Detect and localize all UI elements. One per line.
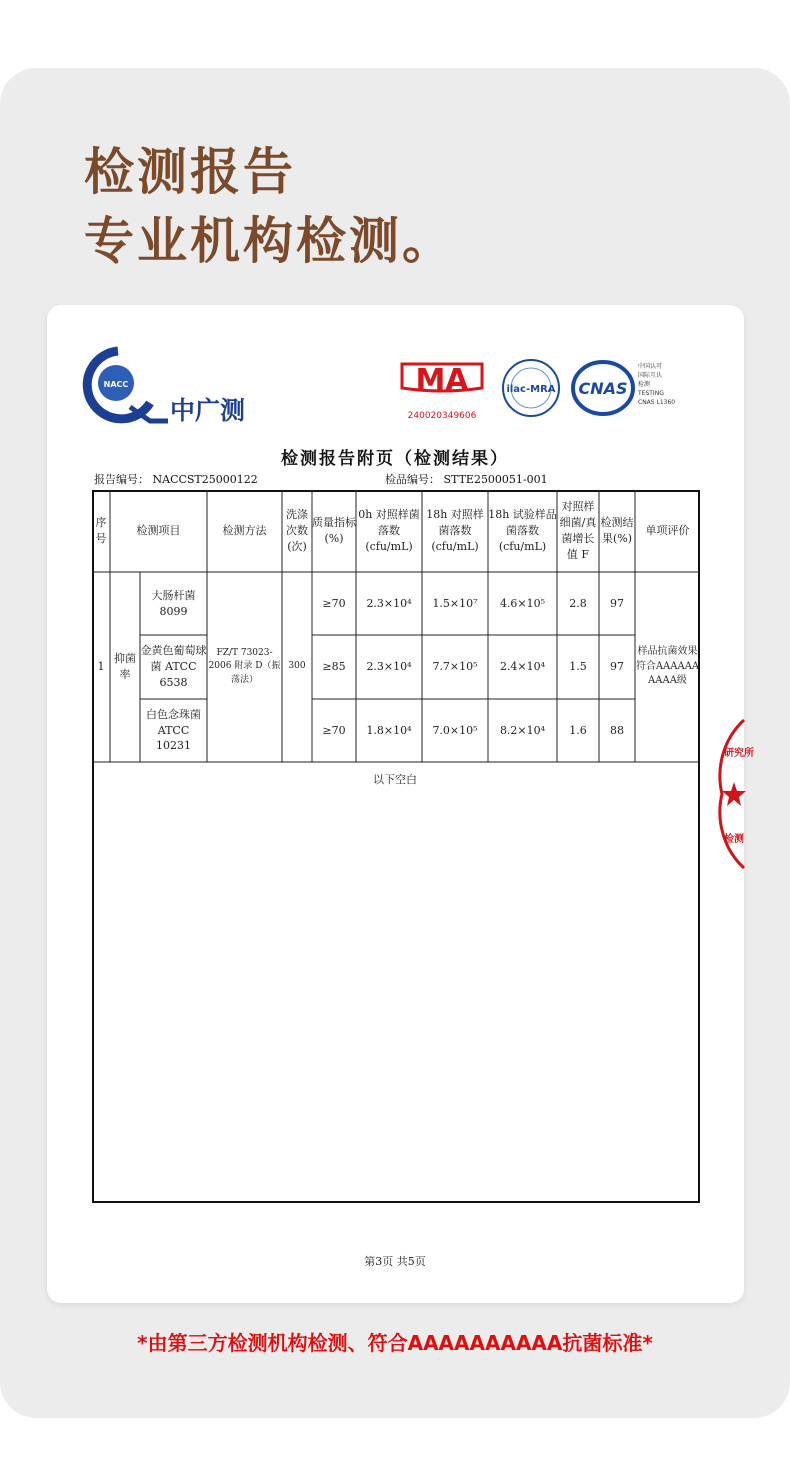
header-result: 检测结果(%) xyxy=(600,516,634,545)
washes-cell: 300 xyxy=(288,661,306,672)
header-h0: 0h 对照样菌落数(cfu/mL) xyxy=(358,508,420,553)
row-index: ≥70 xyxy=(322,723,346,737)
certification-marks xyxy=(398,358,683,424)
row-h18t: 8.2×10⁴ xyxy=(499,723,546,737)
row-h0: 2.3×10⁴ xyxy=(366,596,412,610)
row-index: ≥70 xyxy=(322,596,346,610)
logo-badge: NACC xyxy=(103,380,129,389)
headline-subtitle: 专业机构检测。 xyxy=(84,212,455,270)
row-h0: 2.3×10⁴ xyxy=(366,660,412,674)
header-h18t: 18h 试验样品菌落数(cfu/mL) xyxy=(488,508,557,553)
ma-number: 240020349606 xyxy=(407,411,477,421)
header-method: 检测方法 xyxy=(222,524,267,538)
row-f: 1.5 xyxy=(569,660,587,674)
row-h18c: 1.5×10⁷ xyxy=(432,596,478,610)
nacc-logo xyxy=(78,343,283,428)
ma-mark xyxy=(402,363,482,421)
page-number: 第3页 共5页 xyxy=(364,1255,426,1268)
report-number: 报告编号： NACCST25000122 xyxy=(94,473,258,486)
row-result: 97 xyxy=(610,596,624,610)
header-h18c: 18h 对照样菌落数(cfu/mL) xyxy=(426,508,484,553)
category-cell: 抑菌率 xyxy=(114,652,136,681)
row-result: 97 xyxy=(610,660,624,674)
stamp-text-bottom: 检测 xyxy=(724,834,744,845)
sample-number: 检品编号： STTE2500051-001 xyxy=(385,473,548,486)
row-h0: 1.8×10⁴ xyxy=(366,723,412,737)
row-result: 88 xyxy=(610,723,624,737)
stamp-text-top: 研究所 xyxy=(724,748,754,759)
header-seq: 序号 xyxy=(95,516,107,545)
row-h18c: 7.7×10⁵ xyxy=(432,660,478,674)
ilac-label: ilac-MRA xyxy=(506,384,556,395)
cnas-caption: 中国认可国际互认检测 TESTING CNAS L1360 xyxy=(638,363,676,406)
header-washes: 洗涤次数(次) xyxy=(286,508,308,553)
method-cell: FZ/T 73023-2006 附录 D（振荡法） xyxy=(208,648,281,685)
seq-cell: 1 xyxy=(97,660,105,674)
cnas-mark xyxy=(573,362,675,414)
header-item: 检测项目 xyxy=(136,524,181,538)
header-evaluation: 单项评价 xyxy=(645,524,690,538)
row-item: 金黄色葡萄球菌 ATCC 6538 xyxy=(140,644,207,689)
row-h18c: 7.0×10⁵ xyxy=(432,723,478,737)
row-f: 2.8 xyxy=(569,596,587,610)
row-item: 白色念珠菌 ATCC 10231 xyxy=(146,707,201,753)
header-index: 质量指标(%) xyxy=(312,516,356,545)
ilac-mark xyxy=(503,360,559,416)
row-index: ≥85 xyxy=(322,660,346,674)
ma-label: MA xyxy=(415,363,469,398)
star-icon xyxy=(722,782,746,806)
logo-name: 中广测 xyxy=(170,396,246,425)
document-title: 检测报告附页（检测结果） xyxy=(281,449,509,469)
headline-title: 检测报告 xyxy=(84,143,296,201)
header-f: 对照样细菌/真菌增长值 F xyxy=(559,500,597,561)
row-item: 大肠杆菌 8099 xyxy=(151,588,196,618)
footer-note: *由第三方检测机构检测、符合AAAAAAAAAA抗菌标准* xyxy=(137,1331,653,1355)
official-stamp xyxy=(720,718,754,870)
evaluation-cell: 样品抗菌效果符合AAAAAAAAAA级 xyxy=(635,646,700,687)
blank-note: 以下空白 xyxy=(373,773,417,786)
row-h18t: 2.4×10⁴ xyxy=(499,660,546,674)
row-h18t: 4.6×10⁵ xyxy=(499,596,546,610)
cnas-label: CNAS xyxy=(578,379,628,398)
row-f: 1.6 xyxy=(569,723,587,737)
